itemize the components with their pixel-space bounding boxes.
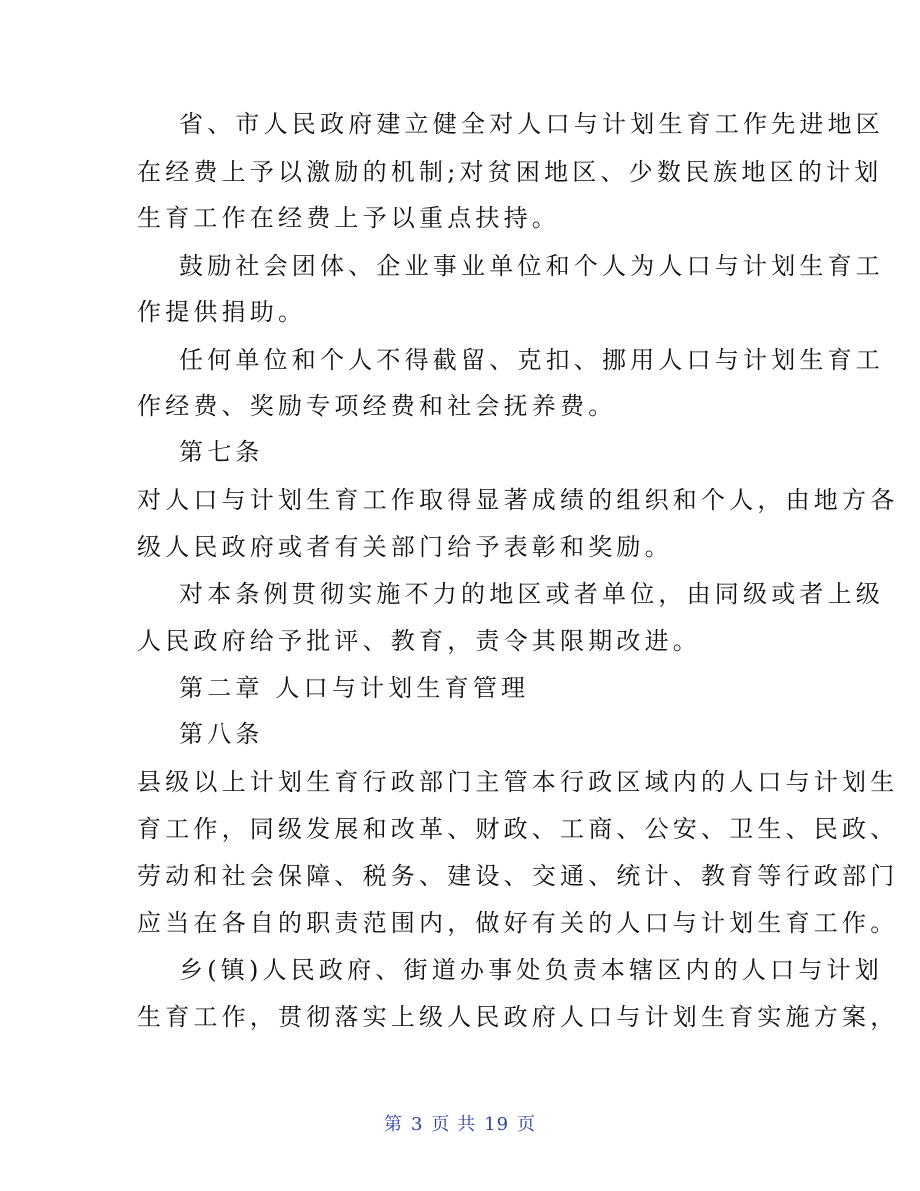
paragraph-9-line-2: 育工作，同级发展和改革、财政、工商、公安、卫生、民政、 (137, 815, 899, 843)
paragraph-5-line-1: 对人口与计划生育工作取得显著成绩的组织和个人，由地方各 (137, 486, 899, 514)
footer-prefix: 第 (383, 1114, 403, 1135)
footer-total-pages: 19 (484, 1114, 510, 1135)
paragraph-1-line-3: 生育工作在经费上予以重点扶持。 (137, 204, 560, 232)
footer-middle: 页 共 (431, 1114, 477, 1135)
chapter-2-heading: 第二章 人口与计划生育管理 (179, 674, 530, 702)
paragraph-9-line-4: 应当在各自的职责范围内，做好有关的人口与计划生育工作。 (137, 909, 899, 937)
paragraph-3-line-2: 作经费、奖励专项经费和社会抚养费。 (137, 392, 617, 420)
article-7-heading: 第七条 (179, 438, 264, 466)
article-8-heading: 第八条 (179, 720, 264, 748)
paragraph-9-line-1: 县级以上计划生育行政部门主管本行政区域内的人口与计划生 (137, 768, 899, 796)
paragraph-6-line-2: 人民政府给予批评、教育，责令其限期改进。 (137, 627, 701, 655)
paragraph-2-line-2: 作提供捐助。 (137, 298, 307, 326)
paragraph-1-line-1: 省、市人民政府建立健全对人口与计划生育工作先进地区 (179, 110, 884, 138)
footer-suffix: 页 (517, 1114, 537, 1135)
paragraph-6-line-1: 对本条例贯彻实施不力的地区或者单位，由同级或者上级 (179, 580, 884, 608)
paragraph-2-line-1: 鼓励社会团体、企业事业单位和个人为人口与计划生育工 (179, 252, 884, 280)
paragraph-3-line-1: 任何单位和个人不得截留、克扣、挪用人口与计划生育工 (179, 346, 884, 374)
paragraph-1-line-2: 在经费上予以激励的机制;对贫困地区、少数民族地区的计划 (137, 158, 883, 186)
footer-current-page: 3 (410, 1114, 424, 1135)
paragraph-9-line-3: 劳动和社会保障、税务、建设、交通、统计、教育等行政部门 (137, 862, 899, 890)
paragraph-5-line-2: 级人民政府或者有关部门给予表彰和奖励。 (137, 533, 673, 561)
paragraph-10-line-1: 乡(镇)人民政府、街道办事处负责本辖区内的人口与计划 (179, 956, 883, 984)
page-number-footer (0, 1114, 920, 1136)
paragraph-10-line-2: 生育工作，贯彻落实上级人民政府人口与计划生育实施方案， (137, 1003, 899, 1031)
